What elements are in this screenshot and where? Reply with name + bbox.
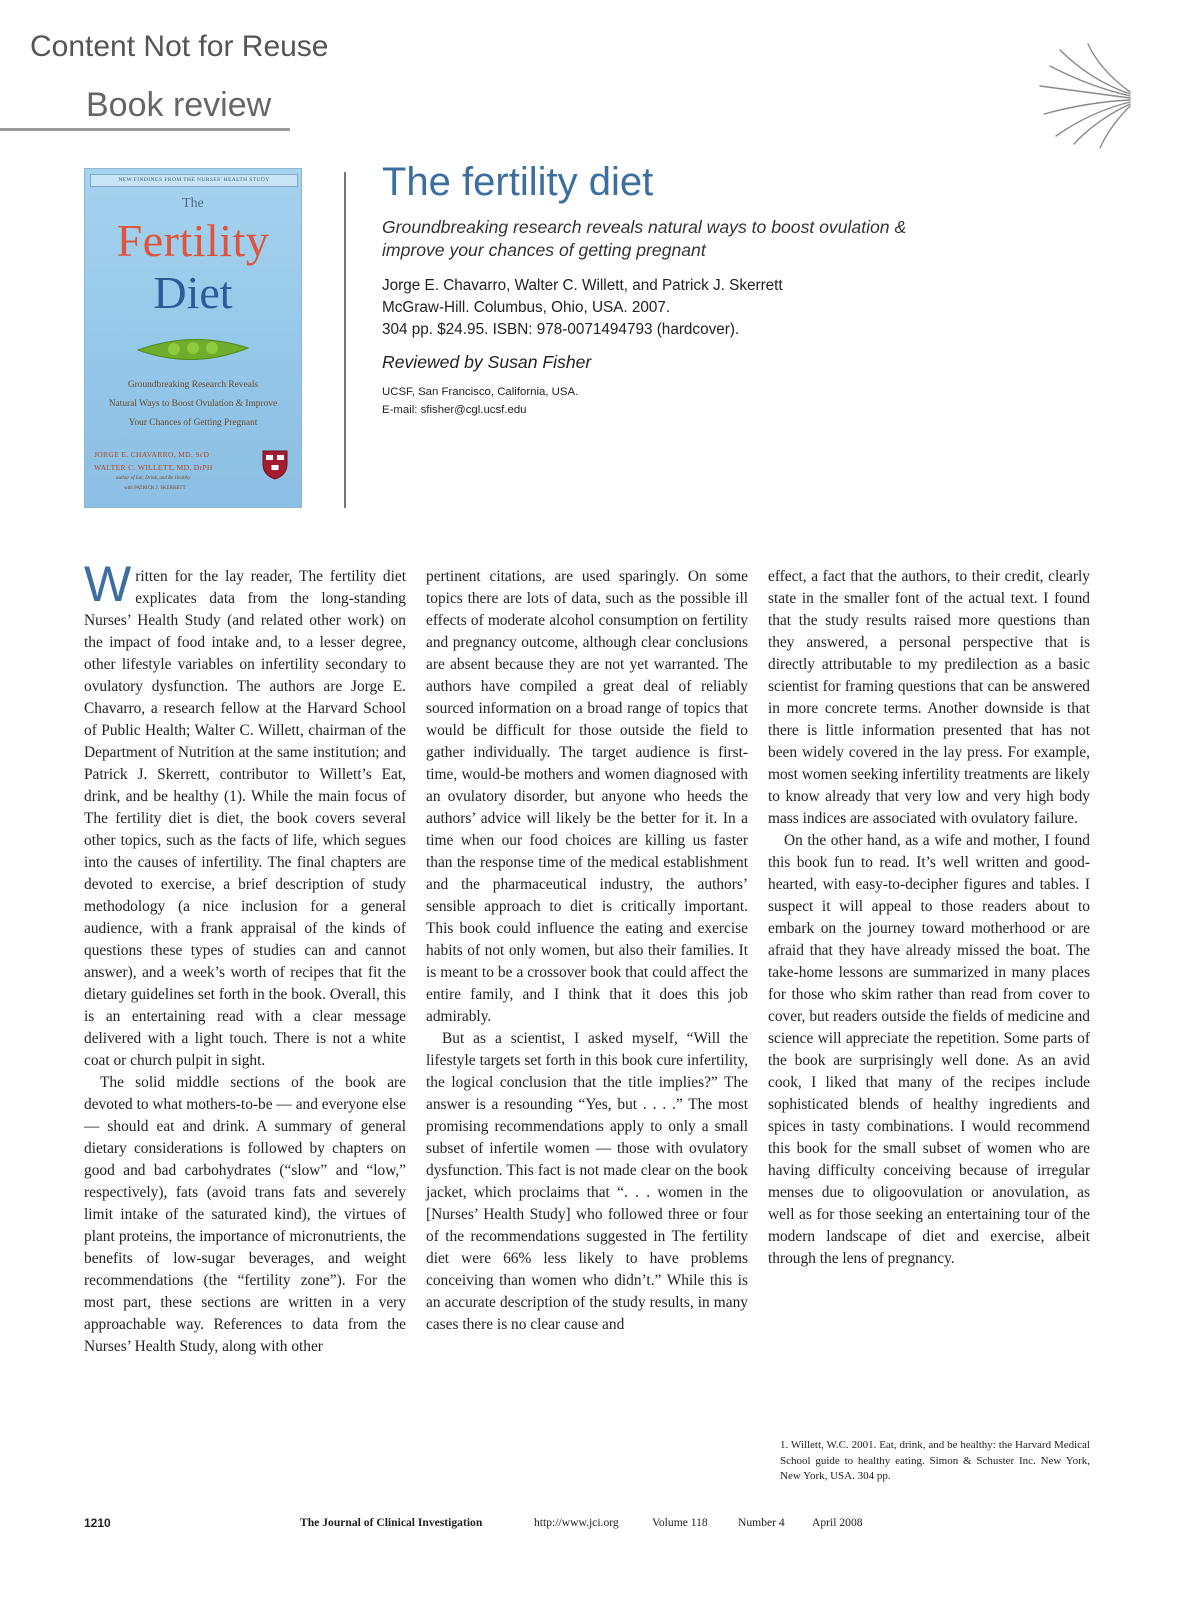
- cover-title-line2: Diet: [153, 267, 233, 318]
- book-metadata: [382, 275, 783, 341]
- reference-1: 1. Willett, W.C. 2001. Eat, drink, and be healthy: the Harvard Medical School guide to healthy eating. Simon & Schuster Inc. New York, New York, USA. 304 pp.: [780, 1439, 1090, 1482]
- paragraph-1: [84, 556, 406, 1072]
- references: [780, 1438, 1090, 1485]
- journal-name: The Journal of Clinical Investigation: [300, 1516, 483, 1529]
- cover-author3: with PATRICK J. SKERRETT: [124, 486, 186, 491]
- cover-authors: [94, 448, 213, 474]
- email: E-mail: sfisher@cgl.ucsf.edu: [382, 404, 527, 416]
- page-number: 1210: [84, 1516, 111, 1530]
- book-title: The fertility diet: [382, 160, 654, 204]
- cover-author1: JORGE E. CHAVARRO, MD, ScD: [94, 450, 210, 459]
- volume: Volume 118: [652, 1516, 708, 1529]
- section-rule: [0, 128, 290, 131]
- cover-author2: WALTER C. WILLETT, MD, DrPH: [94, 463, 213, 472]
- cover-title-line1: Fertility: [116, 215, 270, 266]
- reviewer-affiliation: [382, 383, 578, 419]
- section-label: Book review: [86, 86, 272, 124]
- harvard-shield-icon: [262, 450, 288, 480]
- content-notice: Content Not for Reuse: [30, 30, 329, 63]
- cover-band: NEW FINDINGS FROM THE NURSES' HEALTH STUDY: [90, 174, 298, 187]
- issue-date: April 2008: [812, 1516, 863, 1529]
- book-details: 304 pp. $24.95. ISBN: 978-0071494793 (hardcover).: [382, 321, 740, 338]
- journal-logo-icon: [1030, 40, 1140, 150]
- cover-the: The: [182, 196, 204, 211]
- article-column-2: [426, 566, 748, 1336]
- paragraph-1-text: ritten for the lay reader, The fertility diet explicates data from the long-standing Nurses’ Health Study (and related other work) on the impact of food intake and, to a lesser degree, other lifestyle variables on infertility secondary to ovulatory dysfunction. The authors are Jorge E. Chavarro, a research fellow at the Harvard School of Public Health; Walter C. Willett, chairman of the Department of Nutrition at the same institution; and Patrick J. Skerrett, contributor to Willett’s Eat, drink, and be healthy (1). While the main focus of The fertility diet is diet, the book covers several other topics, such as the facts of life, which segues into the causes of infertility. The final chapters are devoted to exercise, a brief description of study methodology (a nice inclusion for a general audience, with a frank appraisal of the kinds of questions these types of studies can and cannot answer), and a week’s worth of recipes that fit the dietary guidelines set forth in the book. Overall, this is an entertaining read with a clear message delivered with a light touch. There is not a white coat or church pulpit in sight.: [84, 568, 406, 1069]
- book-publisher: McGraw-Hill. Columbus, Ohio, USA. 2007.: [382, 299, 671, 316]
- reviewer: Reviewed by Susan Fisher: [382, 352, 592, 372]
- paragraph-3-continued: effect, a fact that the authors, to their credit, clearly state in the smaller font of the actual text. I found that the study results raised more questions than they answered, a personal perspective that is directly attributable to my predilection as a basic scientist for framing questions that can be answered in more concrete terms. Another downside is that there is little information presented that has not been widely covered in the lay press. For example, most women seeking infertility treatments are likely to know already that very low and very high body mass indices are associated with ovulatory failure.: [768, 568, 1090, 827]
- article-column-3: [768, 566, 1090, 1270]
- book-authors: Jorge E. Chavarro, Walter C. Willett, and Patrick J. Skerrett: [382, 277, 783, 294]
- paragraph-2-continued: pertinent citations, are used sparingly. On some topics there are lots of data, such as the possible ill effects of moderate alcohol consumption on fertility and pregnancy outcome, although clear conclusions are absent because they are not yet warranted. The authors have compiled a great deal of reliably sourced information on a broad range of topics that would be difficult for those outside the field to gather individually. The target audience is first-time, would-be mothers and women diagnosed with an ovulatory disorder, but anyone who heeds the authors’ advice will likely be the better for it. In a time when our food choices are killing us faster than the response time of the medical establishment and the pharmaceutical industry, the authors’ sensible approach to diet is critically important. This book could influence the eating and exercise habits of not only women, but also their families. It is meant to be a crossover book that could affect the entire family, and I think that it does this job admirably.: [426, 568, 748, 1025]
- book-cover-image: [84, 168, 302, 508]
- paragraph-4: On the other hand, as a wife and mother, I found this book fun to read. It’s well written and good-hearted, with easy-to-decipher figures and tables. I suspect it will appeal to those readers about to embark on the journey toward motherhood or are afraid that they have already missed the boat. The take-home lessons are summarized in many places for those who skim rather than read from cover to cover, but readers outside the fields of medicine and science will appreciate the repetition. Some parts of the book are surprisingly well done. As an avid cook, I liked that many of the recipes include sophisticated blends of healthy ingredients and spices in tasty combinations. I would recommend this book for the small subset of women who are having difficulty conceiving because of irregular menses due to oligoovulation or anovulation, as well as for those seeking an entertaining tour of the modern landscape of diet and exercise, albeit through the lens of pregnancy.: [768, 832, 1090, 1267]
- issue-number: Number 4: [738, 1516, 785, 1529]
- book-subtitle: Groundbreaking research reveals natural ways to boost ovulation & improve your chances of getting pregnant: [382, 217, 907, 260]
- peapod-icon: [134, 334, 252, 364]
- cover-author2-note: author of Eat, Drink, and Be Healthy: [116, 476, 191, 481]
- header-divider: [344, 172, 346, 508]
- article-column-1: [84, 556, 406, 1358]
- cover-authors-minor: [94, 474, 190, 494]
- journal-url[interactable]: http://www.jci.org: [534, 1516, 619, 1529]
- paragraph-3: But as a scientist, I asked myself, “Will the lifestyle targets set forth in this book cure infertility, the logical conclusion that the title implies?” The answer is a resounding “Yes, but . . . .” The most promising recommendations apply to only a small subset of infertile women — those with ovulatory dysfunction. This fact is not made clear on the book jacket, which proclaims that “. . . women in the [Nurses’ Health Study] who followed three or four of the recommendations suggested in The fertility diet were 66% less likely to have problems conceiving than women who didn’t.” While this is an accurate description of the study results, in many cases there is no clear cause and: [426, 1030, 748, 1333]
- paragraph-2: The solid middle sections of the book are devoted to what mothers-to-be — and everyone else — should eat and drink. A summary of general dietary considerations is followed by chapters on good and bad carbohydrates (“slow” and “low,” respectively), fats (avoid trans fats and severely limit intake of the saturated kind), the virtues of plant proteins, the importance of micronutrients, the benefits of low-sugar beverages, and weight recommendations (the “fertility zone”). For the most part, these sections are written in a very approachable way. References to data from the Nurses’ Health Study, along with other: [84, 1074, 406, 1355]
- drop-cap: W: [84, 556, 132, 612]
- cover-subtitle: Groundbreaking Research Reveals Natural Ways to Boost Ovulation & Improve Your Chances of Getting Pregnant: [108, 380, 278, 428]
- affiliation: UCSF, San Francisco, California, USA.: [382, 386, 579, 398]
